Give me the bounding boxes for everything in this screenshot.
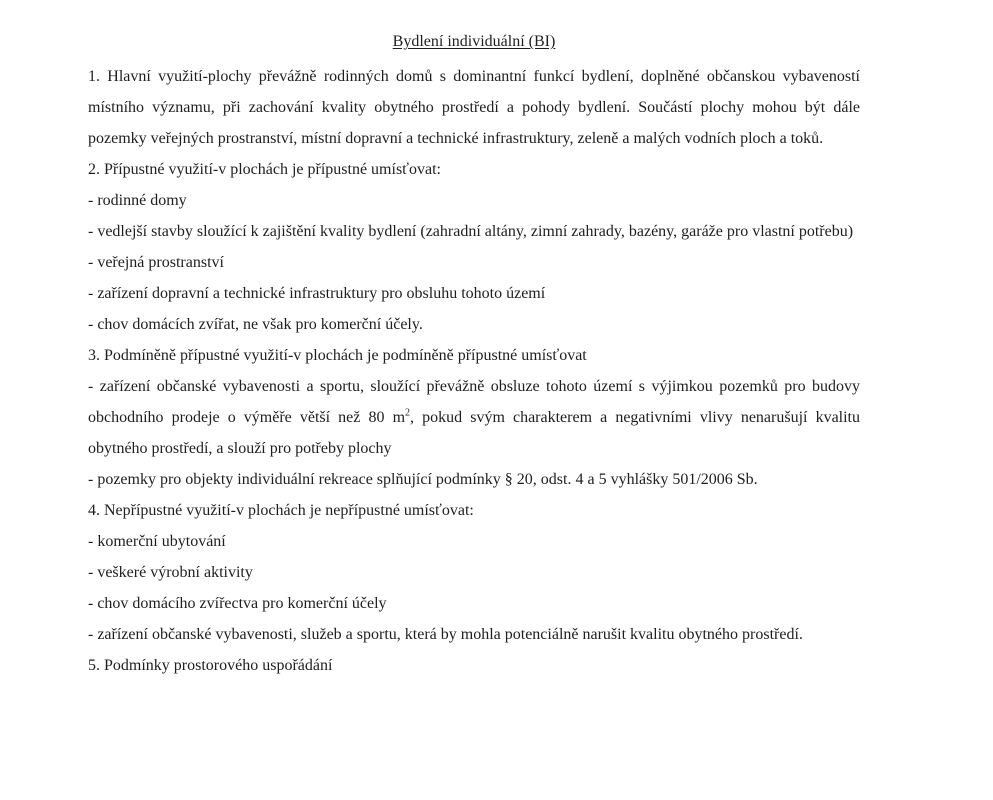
list-item: - zařízení dopravní a technické infrastruktury pro obsluhu tohoto území [88,285,546,302]
list-item-text: - zařízení občanské vybavenosti a sportu, sloužící převážně obsluze tohoto území s výjimkou pozemků pro budovy obchodního prodeje o výměře větší než 80 m [88,378,860,426]
section-1-main-use: 1. Hlavní využití-plochy převážně rodinných domů s dominantní funkcí bydlení, doplněné občanskou vybaveností místního významu, při zachování kvality obytného prostředí a pohody bydlení. Součástí plochy mohou být dále pozemky veřejných prostranství, místní dopravní a technické infrastruktury, zeleně a malých vodních ploch a toků. [88,68,860,147]
section-4-heading: 4. Nepřípustné využití-v plochách je nepřípustné umísťovat: [88,502,474,519]
section-3-heading: 3. Podmíněně přípustné využití-v plochách je podmíněně přípustné umísťovat [88,347,587,364]
list-item-text: , pokud svým charakterem a negativními vlivy nenarušují kvalitu obytného prostředí, a slouží pro potřeby plochy [88,409,861,457]
list-item: - rodinné domy [88,192,187,209]
document-page [88,31,860,681]
list-item: - pozemky pro objekty individuální rekreace splňující podmínky § 20, odst. 4 a 5 vyhlášky 501/2006 Sb. [88,471,758,488]
superscript: 2 [405,407,411,419]
list-item: - chov domácích zvířat, ne však pro komerční účely. [88,316,423,333]
list-item: - veřejná prostranství [88,254,224,271]
section-2-heading: 2. Přípustné využití-v plochách je přípustné umísťovat: [88,161,441,178]
list-item: - veškeré výrobní aktivity [88,564,253,581]
section-5-heading: 5. Podmínky prostorového uspořádání [88,657,333,674]
list-item: - vedlejší stavby sloužící k zajištění kvality bydlení (zahradní altány, zimní zahrady, bazény, garáže pro vlastní potřebu) [88,223,854,240]
list-item [88,371,860,464]
document-title: Bydlení individuální (BI) [392,33,556,50]
list-item: - zařízení občanské vybavenosti, služeb a sportu, která by mohla potenciálně narušit kvalitu obytného prostředí. [88,626,803,643]
list-item: - komerční ubytování [88,533,226,550]
list-item: - chov domácího zvířectva pro komerční účely [88,595,387,612]
